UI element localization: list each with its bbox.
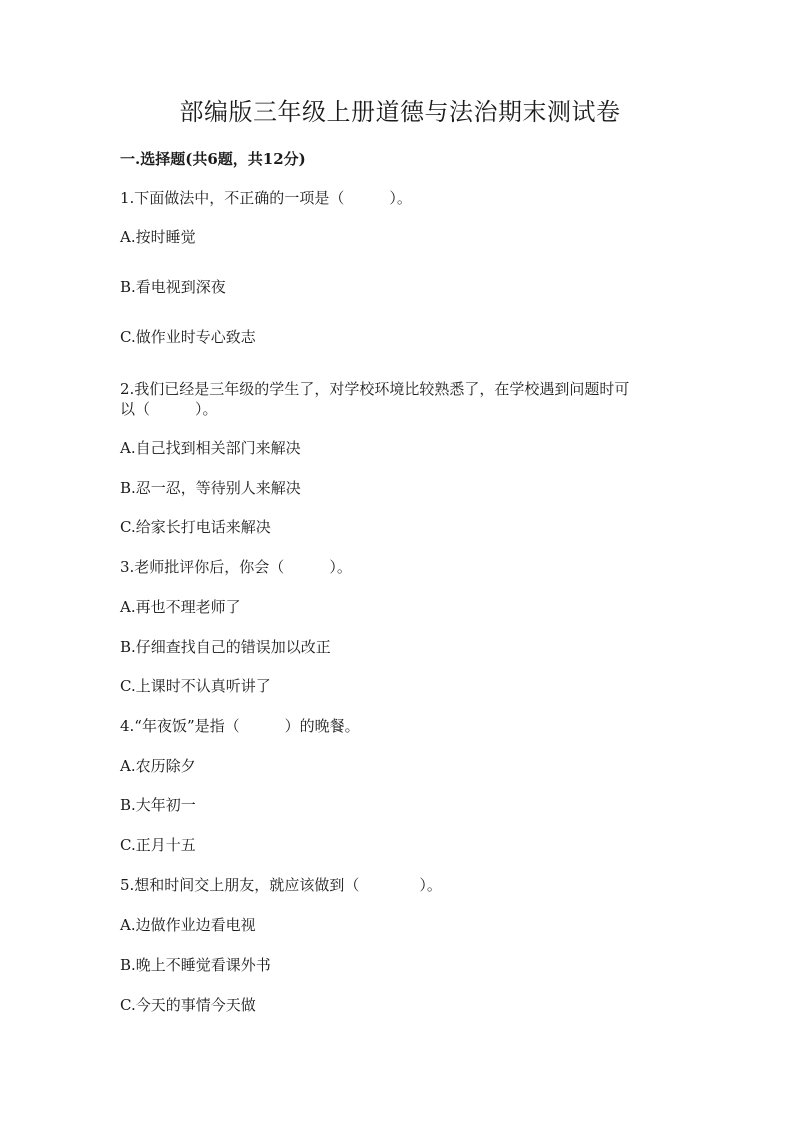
question-3-option-a: A.再也不理老师了 [120,598,241,616]
section-heading: 一.选择题(共6题，共12分) [120,150,306,168]
question-4-option-c: C.正月十五 [120,836,196,854]
question-1-option-b: B.看电视到深夜 [120,278,226,296]
question-1-option-c: C.做作业时专心致志 [120,328,256,346]
question-5-option-c: C.今天的事情今天做 [120,996,256,1014]
question-5-option-b: B.晚上不睡觉看课外书 [120,956,271,974]
question-1-option-a: A.按时睡觉 [120,228,196,246]
question-5-option-a: A.边做作业边看电视 [120,916,256,934]
question-3-stem: 3.老师批评你后，你会（ ）。 [120,558,352,576]
question-2-stem-line2: 以（ ）。 [120,400,218,418]
question-3-option-b: B.仔细查找自己的错误加以改正 [120,638,331,656]
question-3-option-c: C.上课时不认真听讲了 [120,677,271,695]
question-4-option-b: B.大年初一 [120,796,196,814]
question-1-stem: 1.下面做法中，不正确的一项是（ ）。 [120,189,412,207]
question-4-stem: 4.“年夜饭”是指（ ）的晚餐。 [120,717,360,735]
question-2-option-a: A.自己找到相关部门来解决 [120,439,301,457]
question-5-stem: 5.想和时间交上朋友，就应该做到（ ）。 [120,876,442,894]
question-2-option-b: B.忍一忍，等待别人来解决 [120,479,301,497]
page-title: 部编版三年级上册道德与法治期末测试卷 [179,98,621,126]
question-2-stem-line1: 2.我们已经是三年级的学生了，对学校环境比较熟悉了，在学校遇到问题时可 [120,380,630,398]
question-2-option-c: C.给家长打电话来解决 [120,518,271,536]
question-4-option-a: A.农历除夕 [120,757,196,775]
